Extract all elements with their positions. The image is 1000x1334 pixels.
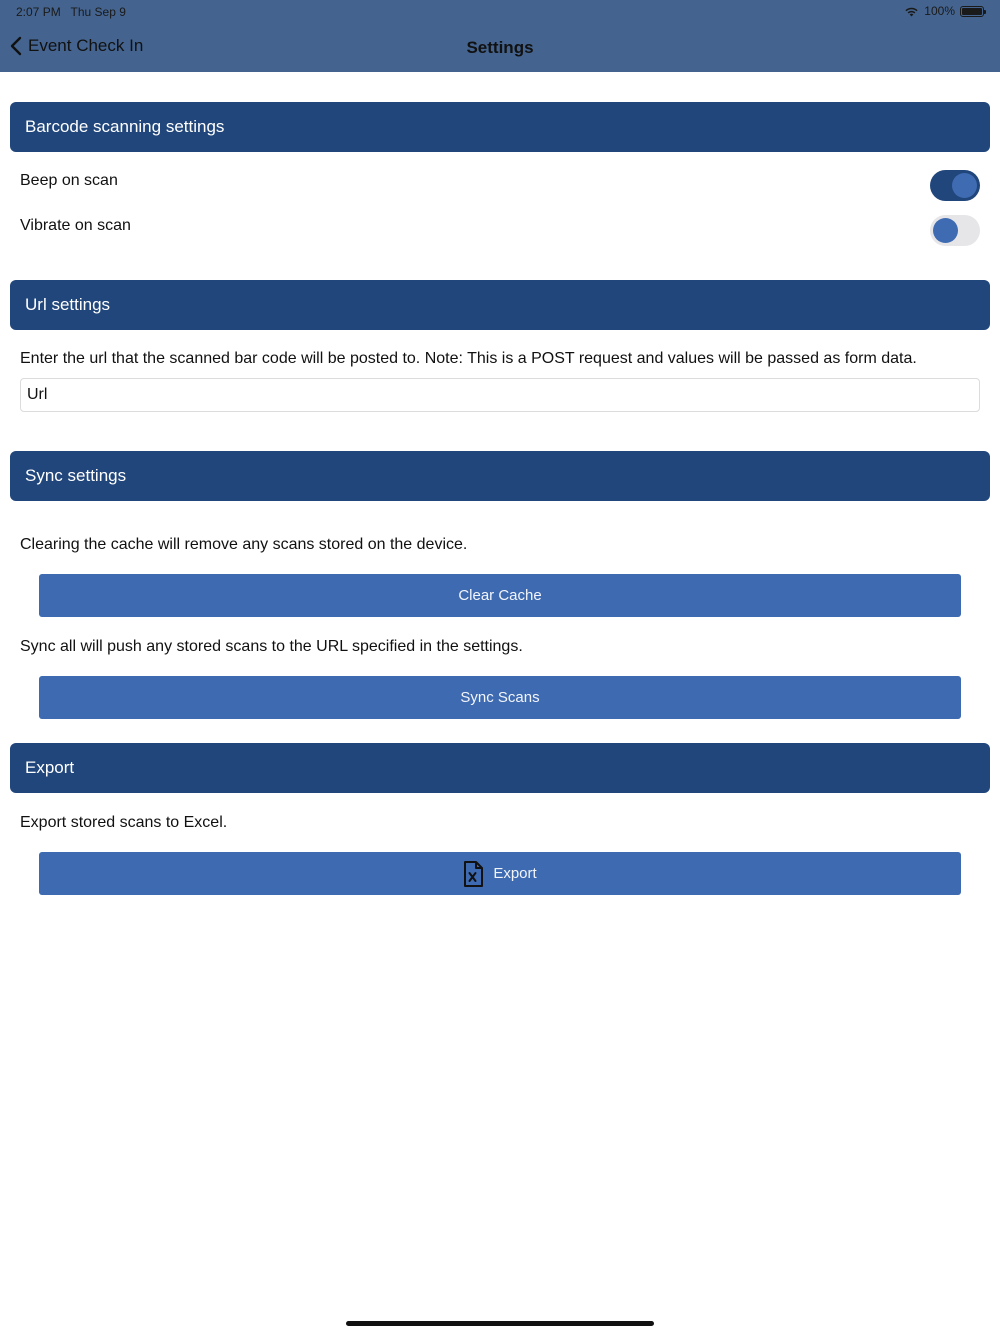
battery-icon: [960, 6, 984, 17]
page-title: Settings: [466, 38, 534, 57]
beep-on-scan-label: Beep on scan: [20, 172, 118, 189]
clear-cache-button[interactable]: [39, 574, 961, 617]
sync-scans-button[interactable]: [39, 676, 961, 719]
home-indicator[interactable]: [346, 1321, 654, 1326]
url-description: Enter the url that the scanned bar code will be posted to. Note: This is a POST request and values will be passed as form data.: [20, 350, 917, 367]
export-button-label: Export: [493, 865, 537, 882]
sync-description: Sync all will push any stored scans to the URL specified in the settings.: [20, 638, 523, 655]
clear-cache-button-label: Clear Cache: [458, 587, 542, 604]
status-time: [16, 5, 126, 19]
status-time-text: 2:07 PM: [16, 5, 61, 19]
beep-on-scan-toggle[interactable]: [930, 170, 980, 201]
section-header-sync: Sync settings: [10, 451, 990, 501]
sync-scans-button-label: Sync Scans: [460, 689, 540, 706]
wifi-icon: [904, 6, 919, 17]
vibrate-on-scan-label: Vibrate on scan: [20, 217, 131, 234]
section-header-barcode: Barcode scanning settings: [10, 102, 990, 152]
toggle-knob: [933, 218, 958, 243]
back-button-label: Event Check In: [28, 36, 144, 55]
toggle-knob: [952, 173, 977, 198]
section-header-export: Export: [10, 743, 990, 793]
vibrate-on-scan-toggle[interactable]: [930, 215, 980, 246]
section-header-url: Url settings: [10, 280, 990, 330]
clear-cache-description: Clearing the cache will remove any scans stored on the device.: [20, 536, 468, 553]
battery-percent: 100%: [924, 4, 955, 18]
navigation-bar: [0, 0, 1000, 72]
export-button[interactable]: [39, 852, 961, 895]
export-description: Export stored scans to Excel.: [20, 814, 228, 831]
status-date-text: Thu Sep 9: [70, 5, 126, 19]
excel-file-icon: [463, 861, 483, 887]
url-input[interactable]: [20, 378, 980, 412]
status-indicators: [904, 4, 984, 18]
